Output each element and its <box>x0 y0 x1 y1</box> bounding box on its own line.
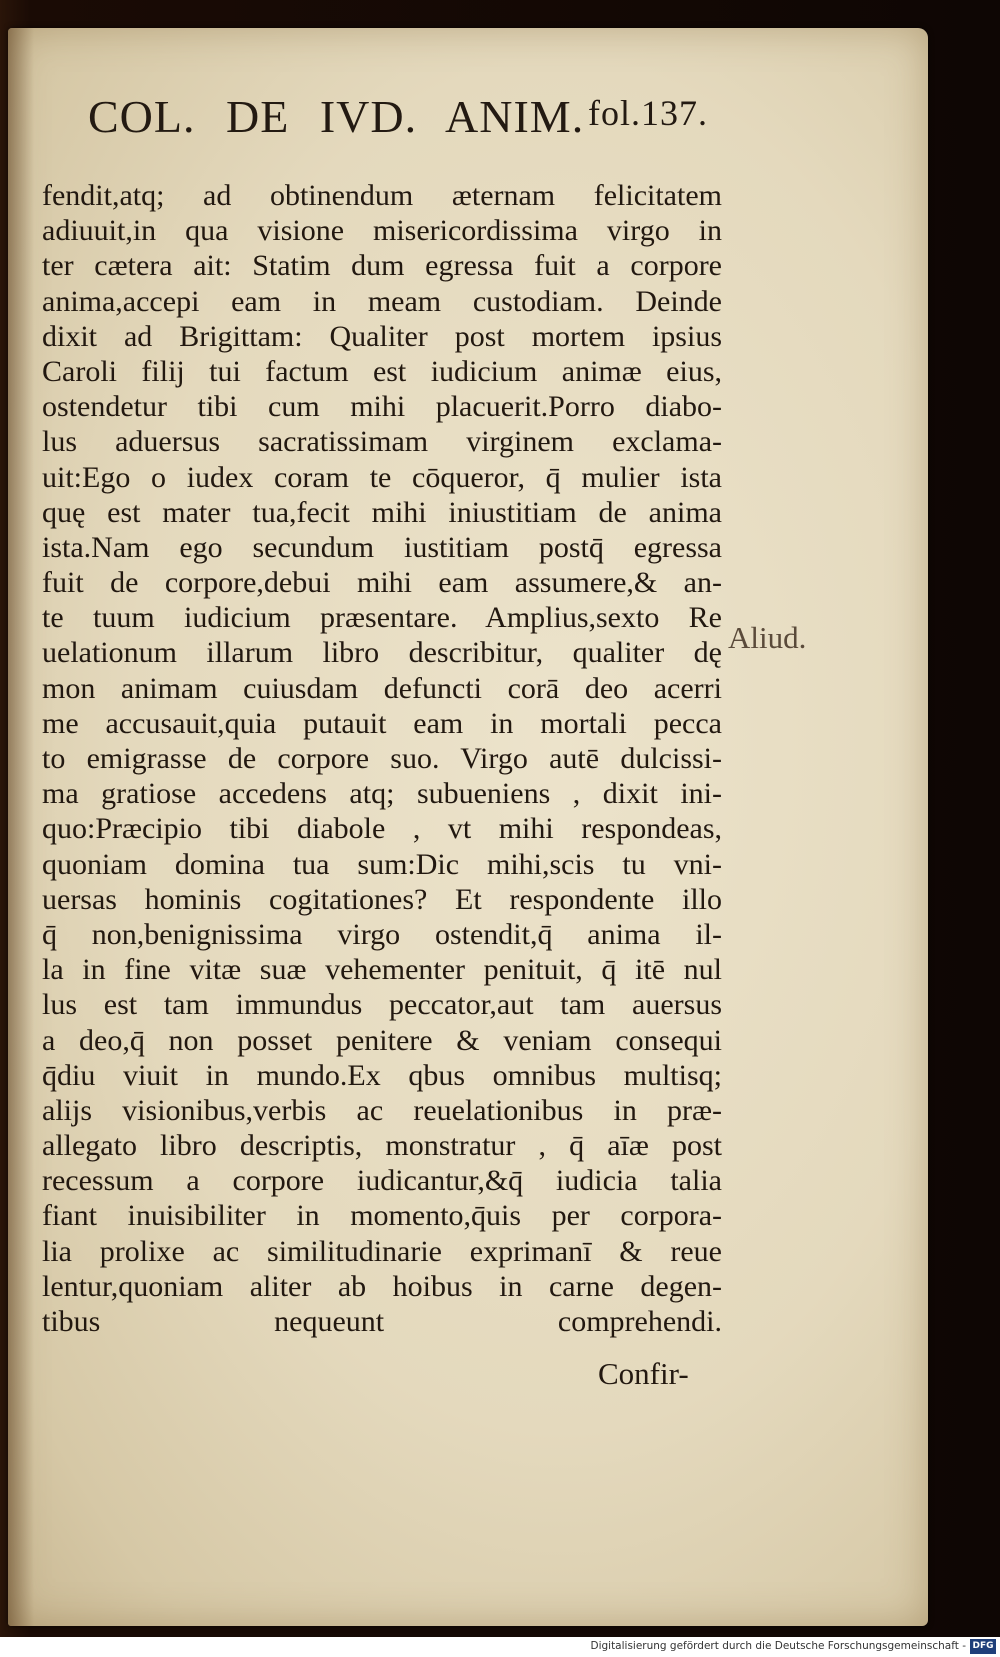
page-header <box>88 90 708 150</box>
text-line: allegato libro descriptis, monstratur , q̄ aīæ post <box>42 1129 722 1163</box>
text-line: fiant inuisibiliter in momento,q̄uis per corpora- <box>42 1199 722 1233</box>
text-line: uersas hominis cogitationes? Et respondente illo <box>42 882 722 916</box>
text-line: quo:Præcipio tibi diabole , vt mihi respondeas, <box>42 812 722 846</box>
text-line: ma gratiose accedens atq; subueniens , dixit ini- <box>42 777 722 811</box>
text-line: quę est mater tua,fecit mihi iniustitiam de anima <box>42 495 722 529</box>
text-line: lentur,quoniam aliter ab hoibus in carne degen- <box>42 1269 722 1303</box>
body-text <box>42 178 722 1339</box>
text-line: mon animam cuiusdam defuncti corā deo acerri <box>42 671 722 705</box>
digitization-footer <box>0 1637 1000 1657</box>
dfg-logo: DFG <box>970 1639 996 1654</box>
marginal-note: Aliud. <box>728 620 807 655</box>
text-line: uelationum illarum libro describitur, qualiter dę <box>42 636 722 670</box>
text-line: Caroli filij tui factum est iudicium animæ eius, <box>42 354 722 388</box>
text-line: fuit de corpore,debui mihi eam assumere,& an- <box>42 566 722 600</box>
text-line: la in fine vitæ suæ vehementer penituit, q̄ itē nul <box>42 953 722 987</box>
text-line: a deo,q̄ non posset penitere & veniam consequi <box>42 1023 722 1057</box>
text-line: q̄diu viuit in mundo.Ex qbus omnibus multisq; <box>42 1058 722 1092</box>
text-line: lia prolixe ac similitudinarie exprimanī & reue <box>42 1234 722 1268</box>
text-line: q̄ non,benignissima virgo ostendit,q̄ anima il- <box>42 917 722 951</box>
book-page <box>8 28 928 1626</box>
text-line: alijs visionibus,verbis ac reuelationibus in præ- <box>42 1093 722 1127</box>
running-title: COL. DE IVD. ANIM. <box>88 91 585 142</box>
text-line: lus est tam immundus peccator,aut tam auersus <box>42 988 722 1022</box>
text-line: uit:Ego o iudex coram te cōqueror, q̄ mulier ista <box>42 460 722 494</box>
footer-credit: Digitalisierung gefördert durch die Deutsche Forschungsgemeinschaft - <box>590 1640 966 1652</box>
text-line: to emigrasse de corpore suo. Virgo autē dulcissi- <box>42 742 722 775</box>
folio-number: fol.137. <box>588 93 708 133</box>
catchword: Confir- <box>598 1356 689 1391</box>
text-line: lus aduersus sacratissimam virginem exclama- <box>42 425 722 459</box>
text-line: me accusauit,quia putauit eam in mortali pecca <box>42 706 722 740</box>
text-line: quoniam domina tua sum:Dic mihi,scis tu vni- <box>42 847 722 881</box>
text-line: adiuuit,in qua visione misericordissima virgo in <box>42 214 722 248</box>
page-gutter-shadow <box>8 28 34 1626</box>
text-line: tibus nequeunt comprehendi. <box>42 1305 722 1338</box>
text-line: recessum a corpore iudicantur,&q̄ iudicia talia <box>42 1164 722 1198</box>
text-line: te tuum iudicium præsentare. Amplius,sexto Re <box>42 601 722 635</box>
text-line: ostendetur tibi cum mihi placuerit.Porro diabo- <box>42 390 722 424</box>
text-line: ter cætera ait: Statim dum egressa fuit a corpore <box>42 249 722 283</box>
text-line: dixit ad Brigittam: Qualiter post mortem ipsius <box>42 319 722 353</box>
text-line: anima,accepi eam in meam custodiam. Deinde <box>42 284 722 318</box>
text-line: ista.Nam ego secundum iustitiam postq̄ egressa <box>42 530 722 564</box>
text-line: fendit,atq; ad obtinendum æternam felicitatem <box>42 179 722 212</box>
